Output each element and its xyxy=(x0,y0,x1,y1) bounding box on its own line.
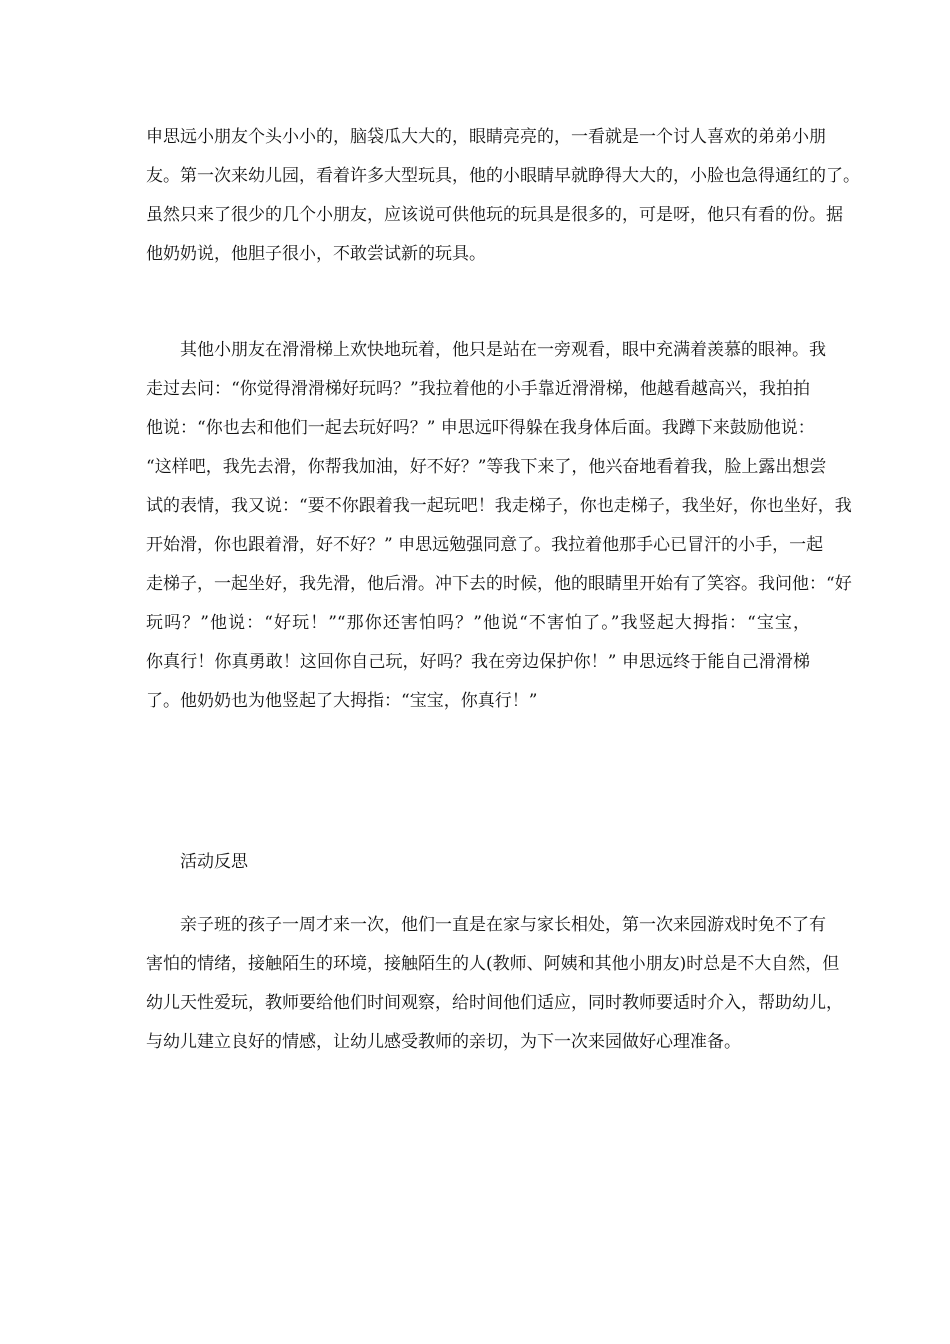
text-line: 你真行！你真勇敢！这回你自己玩，好吗？我在旁边保护你！” 申思远终于能自己滑滑梯 xyxy=(146,652,810,672)
text-line: 害怕的情绪，接触陌生的环境，接触陌生的人(教师、阿姨和其他小朋友)时总是不大自然，但 xyxy=(146,954,840,974)
text-line: 虽然只来了很少的几个小朋友，应该说可供他玩的玩具是很多的，可是呀，他只有看的份。据 xyxy=(146,205,843,225)
text-line: “这样吧，我先去滑，你帮我加油，好不好？”等我下来了，他兴奋地看着我，脸上露出想尝 xyxy=(146,457,827,477)
text-line: 他说：“你也去和他们一起去玩好吗？” 申思远吓得躲在我身体后面。我蹲下来鼓励他说： xyxy=(146,418,815,438)
paragraph-story xyxy=(146,331,852,721)
text-line: 了。他奶奶也为他竖起了大拇指：“宝宝，你真行！” xyxy=(146,691,538,711)
section-heading xyxy=(146,843,810,882)
text-line: 其他小朋友在滑滑梯上欢快地玩着，他只是站在一旁观看，眼中充满着羡慕的眼神。我 xyxy=(180,340,826,360)
heading-text: 活动反思 xyxy=(180,852,248,872)
text-line: 开始滑，你也跟着滑，好不好？” 申思远勉强同意了。我拉着他那手心已冒汗的小手，一起 xyxy=(146,535,824,555)
paragraph-reflection xyxy=(146,906,843,1062)
text-line: 亲子班的孩子一周才来一次，他们一直是在家与家长相处，第一次来园游戏时免不了有 xyxy=(180,915,826,935)
text-line: 玩吗？”他说：“好玩！”“那你还害怕吗？”他说“不害怕了。”我竖起大拇指：“宝宝， xyxy=(146,613,810,633)
text-line: 友。第一次来幼儿园，看着许多大型玩具，他的小眼睛早就睁得大大的，小脸也急得通红的了。 xyxy=(146,166,860,186)
text-line: 与幼儿建立良好的情感，让幼儿感受教师的亲切，为下一次来园做好心理准备。 xyxy=(146,1032,741,1052)
text-line: 走过去问：“你觉得滑滑梯好玩吗？”我拉着他的小手靠近滑滑梯，他越看越高兴，我拍拍 xyxy=(146,379,810,399)
text-line: 申思远小朋友个头小小的，脑袋瓜大大的，眼睛亮亮的，一看就是一个讨人喜欢的弟弟小朋 xyxy=(146,127,826,147)
paragraph-intro xyxy=(146,118,860,274)
text-line: 他奶奶说，他胆子很小，不敢尝试新的玩具。 xyxy=(146,244,486,264)
text-line: 走梯子，一起坐好，我先滑，他后滑。冲下去的时候，他的眼睛里开始有了笑容。我问他：“好 xyxy=(146,574,852,594)
text-line: 试的表情，我又说：“要不你跟着我一起玩吧！我走梯子，你也走梯子，我坐好，你也坐好，我 xyxy=(146,496,852,516)
text-line: 幼儿天性爱玩，教师要给他们时间观察，给时间他们适应，同时教师要适时介入，帮助幼儿， xyxy=(146,993,843,1013)
